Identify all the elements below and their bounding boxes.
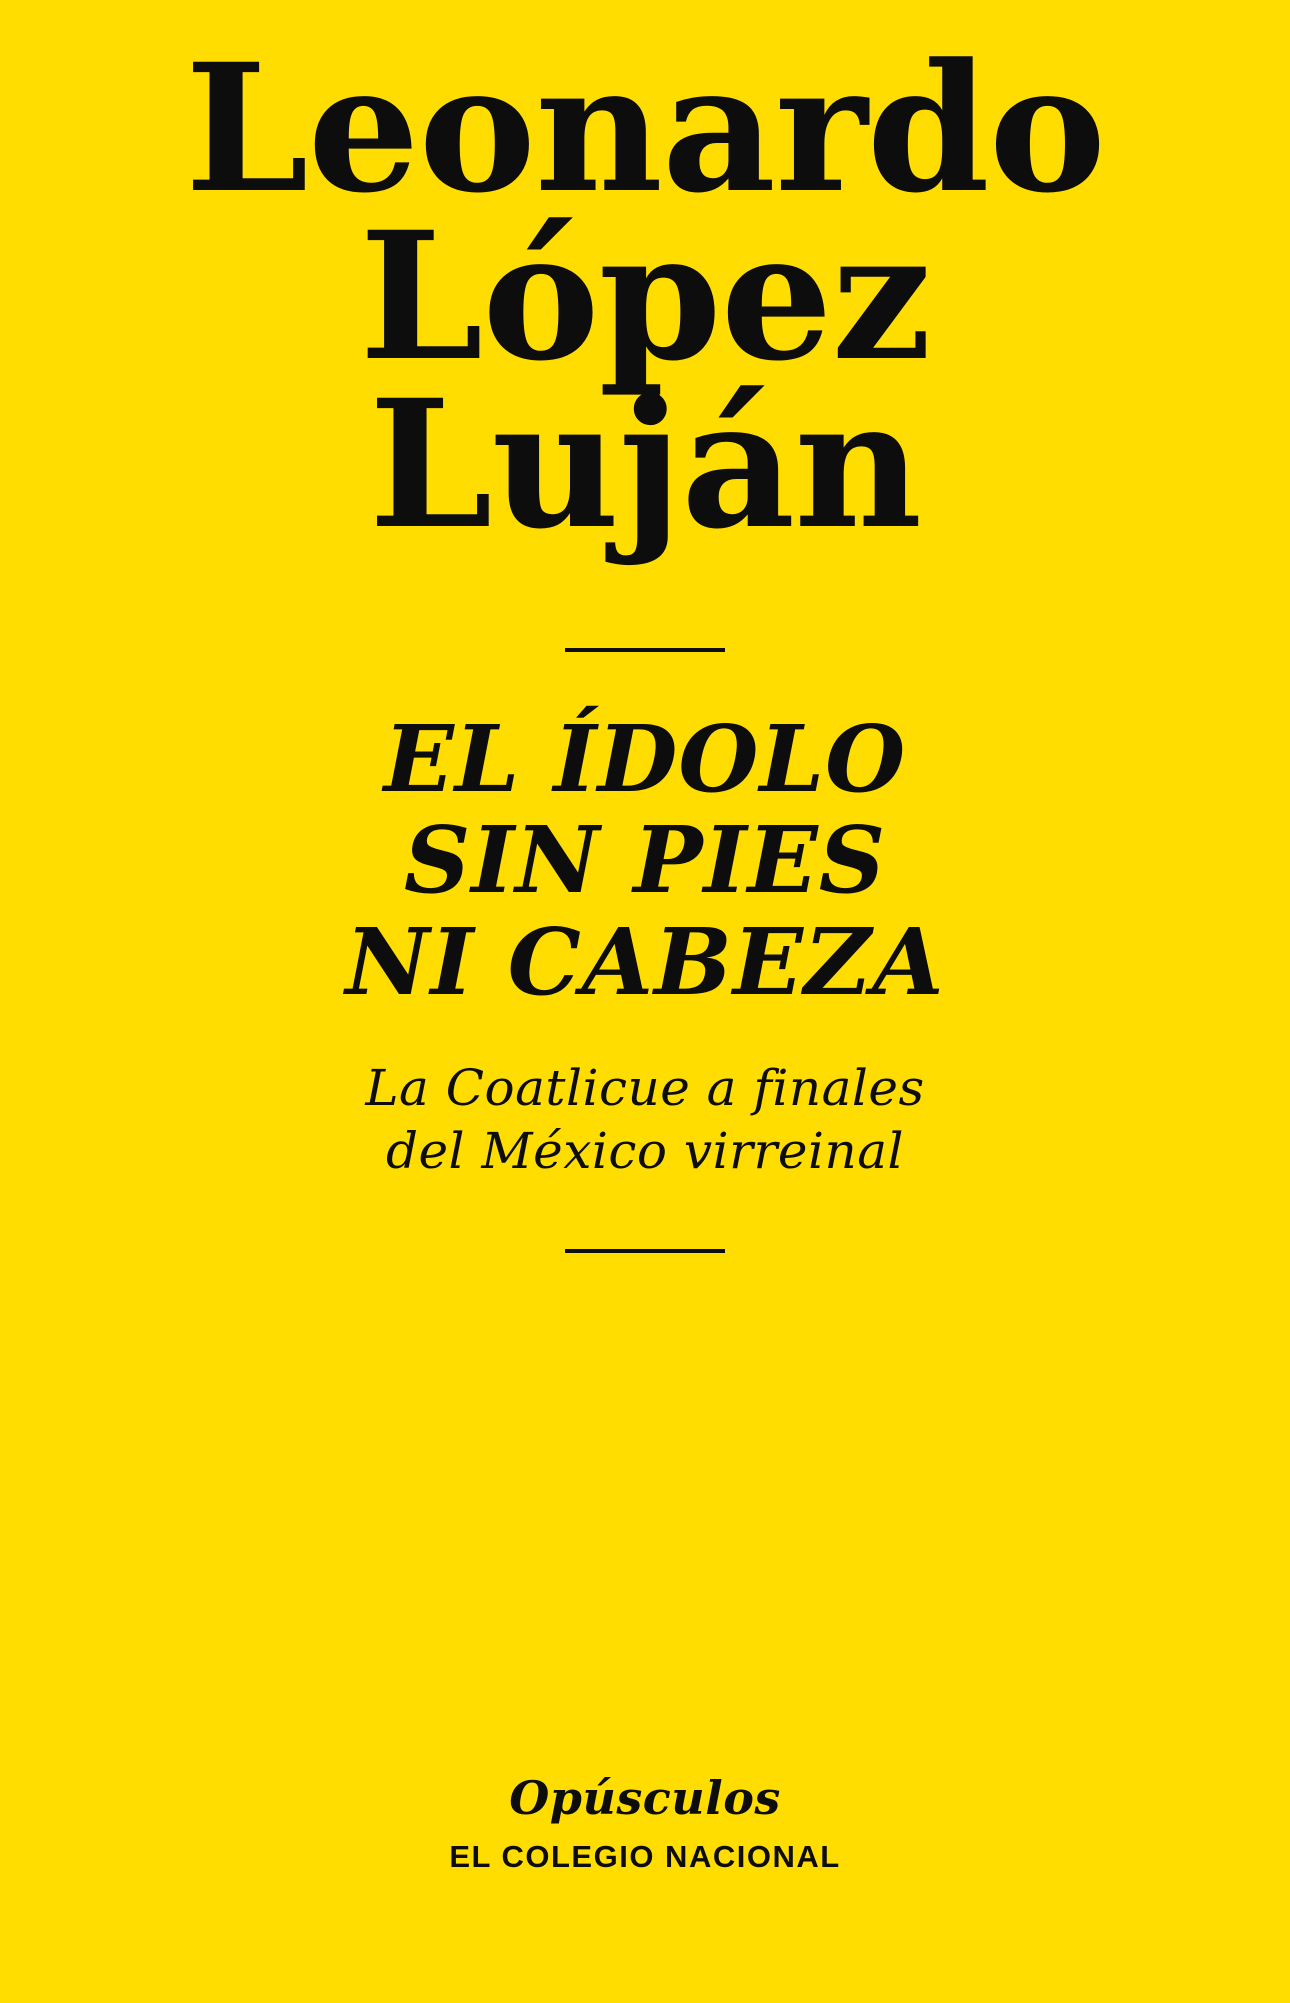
imprint (0, 1771, 1290, 1875)
author-line-3: Luján (368, 360, 922, 568)
subtitle-line-1: La Coatlicue a finales (365, 1058, 925, 1117)
book-subtitle (365, 1057, 924, 1183)
divider-top (565, 648, 725, 652)
title-line-3: NI CABEZA (345, 908, 945, 1017)
author-line-2: López (359, 192, 931, 400)
author-name (0, 25, 1290, 568)
series-name: Opúsculos (509, 1771, 781, 1825)
book-title (345, 704, 945, 1017)
divider-bottom (565, 1249, 725, 1253)
author-line-1: Leonardo (184, 25, 1106, 232)
title-line-2: SIN PIES (403, 806, 887, 915)
publisher-name: EL COLEGIO NACIONAL (449, 1839, 841, 1874)
subtitle-line-2: del México virreinal (385, 1121, 905, 1180)
title-line-1: EL ÍDOLO (383, 704, 907, 813)
